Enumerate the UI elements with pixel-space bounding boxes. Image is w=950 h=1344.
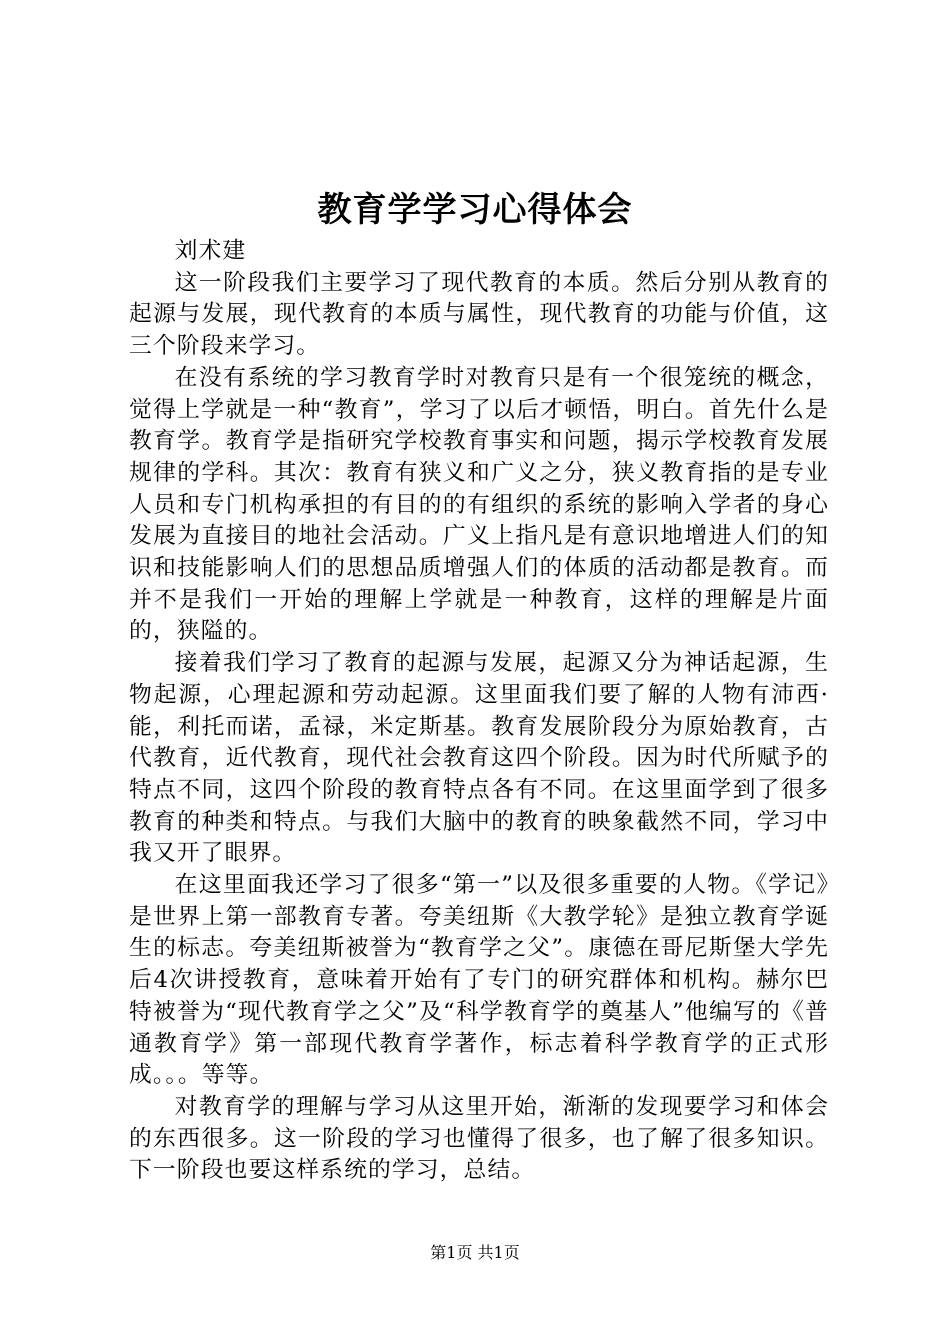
page-footer: 第1页 共1页 [430, 1243, 520, 1262]
paragraph-3: 接着我们学习了教育的起源与发展，起源又分为神话起源，生物起源，心理起源和劳动起源。这里面我们要了解的人物有沛西·能，利托而诺，孟禄，米定斯基。教育发展阶段分为原始教育，古代教育，近代教育，现代社会教育这四个阶段。因为时代所赋予的特点不同，这四个阶段的教育特点各有不同。在这里面学到了很多教育的种类和特点。与我们大脑中的教育的映象截然不同，学习中我又开了眼界。 [129, 650, 829, 867]
document-body [129, 236, 829, 1187]
author-name: 刘术建 [174, 238, 247, 264]
paragraph-2: 在没有系统的学习教育学时对教育只是有一个很笼统的概念，觉得上学就是一种“教育”，学习了以后才顿悟，明白。首先什么是教育学。教育学是指研究学校教育事实和问题，揭示学校教育发展规律的学科。其次：教育有狭义和广义之分，狭义教育指的是专业人员和专门机构承担的有目的的有组织的系统的影响入学者的身心发展为直接目的地社会活动。广义上指凡是有意识地增进人们的知识和技能影响人们的思想品质增强人们的体质的活动都是教育。而并不是我们一开始的理解上学就是一种教育，这样的理解是片面的，狭隘的。 [129, 364, 829, 645]
paragraph-1: 这一阶段我们主要学习了现代教育的本质。然后分别从教育的起源与发展，现代教育的本质与属性，现代教育的功能与价值，这三个阶段来学习。 [129, 269, 829, 360]
document-title: 教育学学习心得体会 [317, 190, 633, 230]
paragraph-5: 对教育学的理解与学习从这里开始，渐渐的发现要学习和体会的东西很多。这一阶段的学习也懂得了很多，也了解了很多知识。下一阶段也要这样系统的学习，总结。 [129, 1093, 829, 1184]
paragraph-4: 在这里面我还学习了很多“第一”以及很多重要的人物。《学记》是世界上第一部教育专著。夸美纽斯《大教学轮》是独立教育学诞生的标志。夸美纽斯被誉为“教育学之父”。康德在哥尼斯堡大学先后4次讲授教育，意味着开始有了专门的研究群体和机构。赫尔巴特被誉为“现代教育学之父”及“科学教育学的奠基人”他编写的《普通教育学》第一部现代教育学著作，标志着科学教育学的正式形成。。。等等。 [129, 872, 829, 1089]
